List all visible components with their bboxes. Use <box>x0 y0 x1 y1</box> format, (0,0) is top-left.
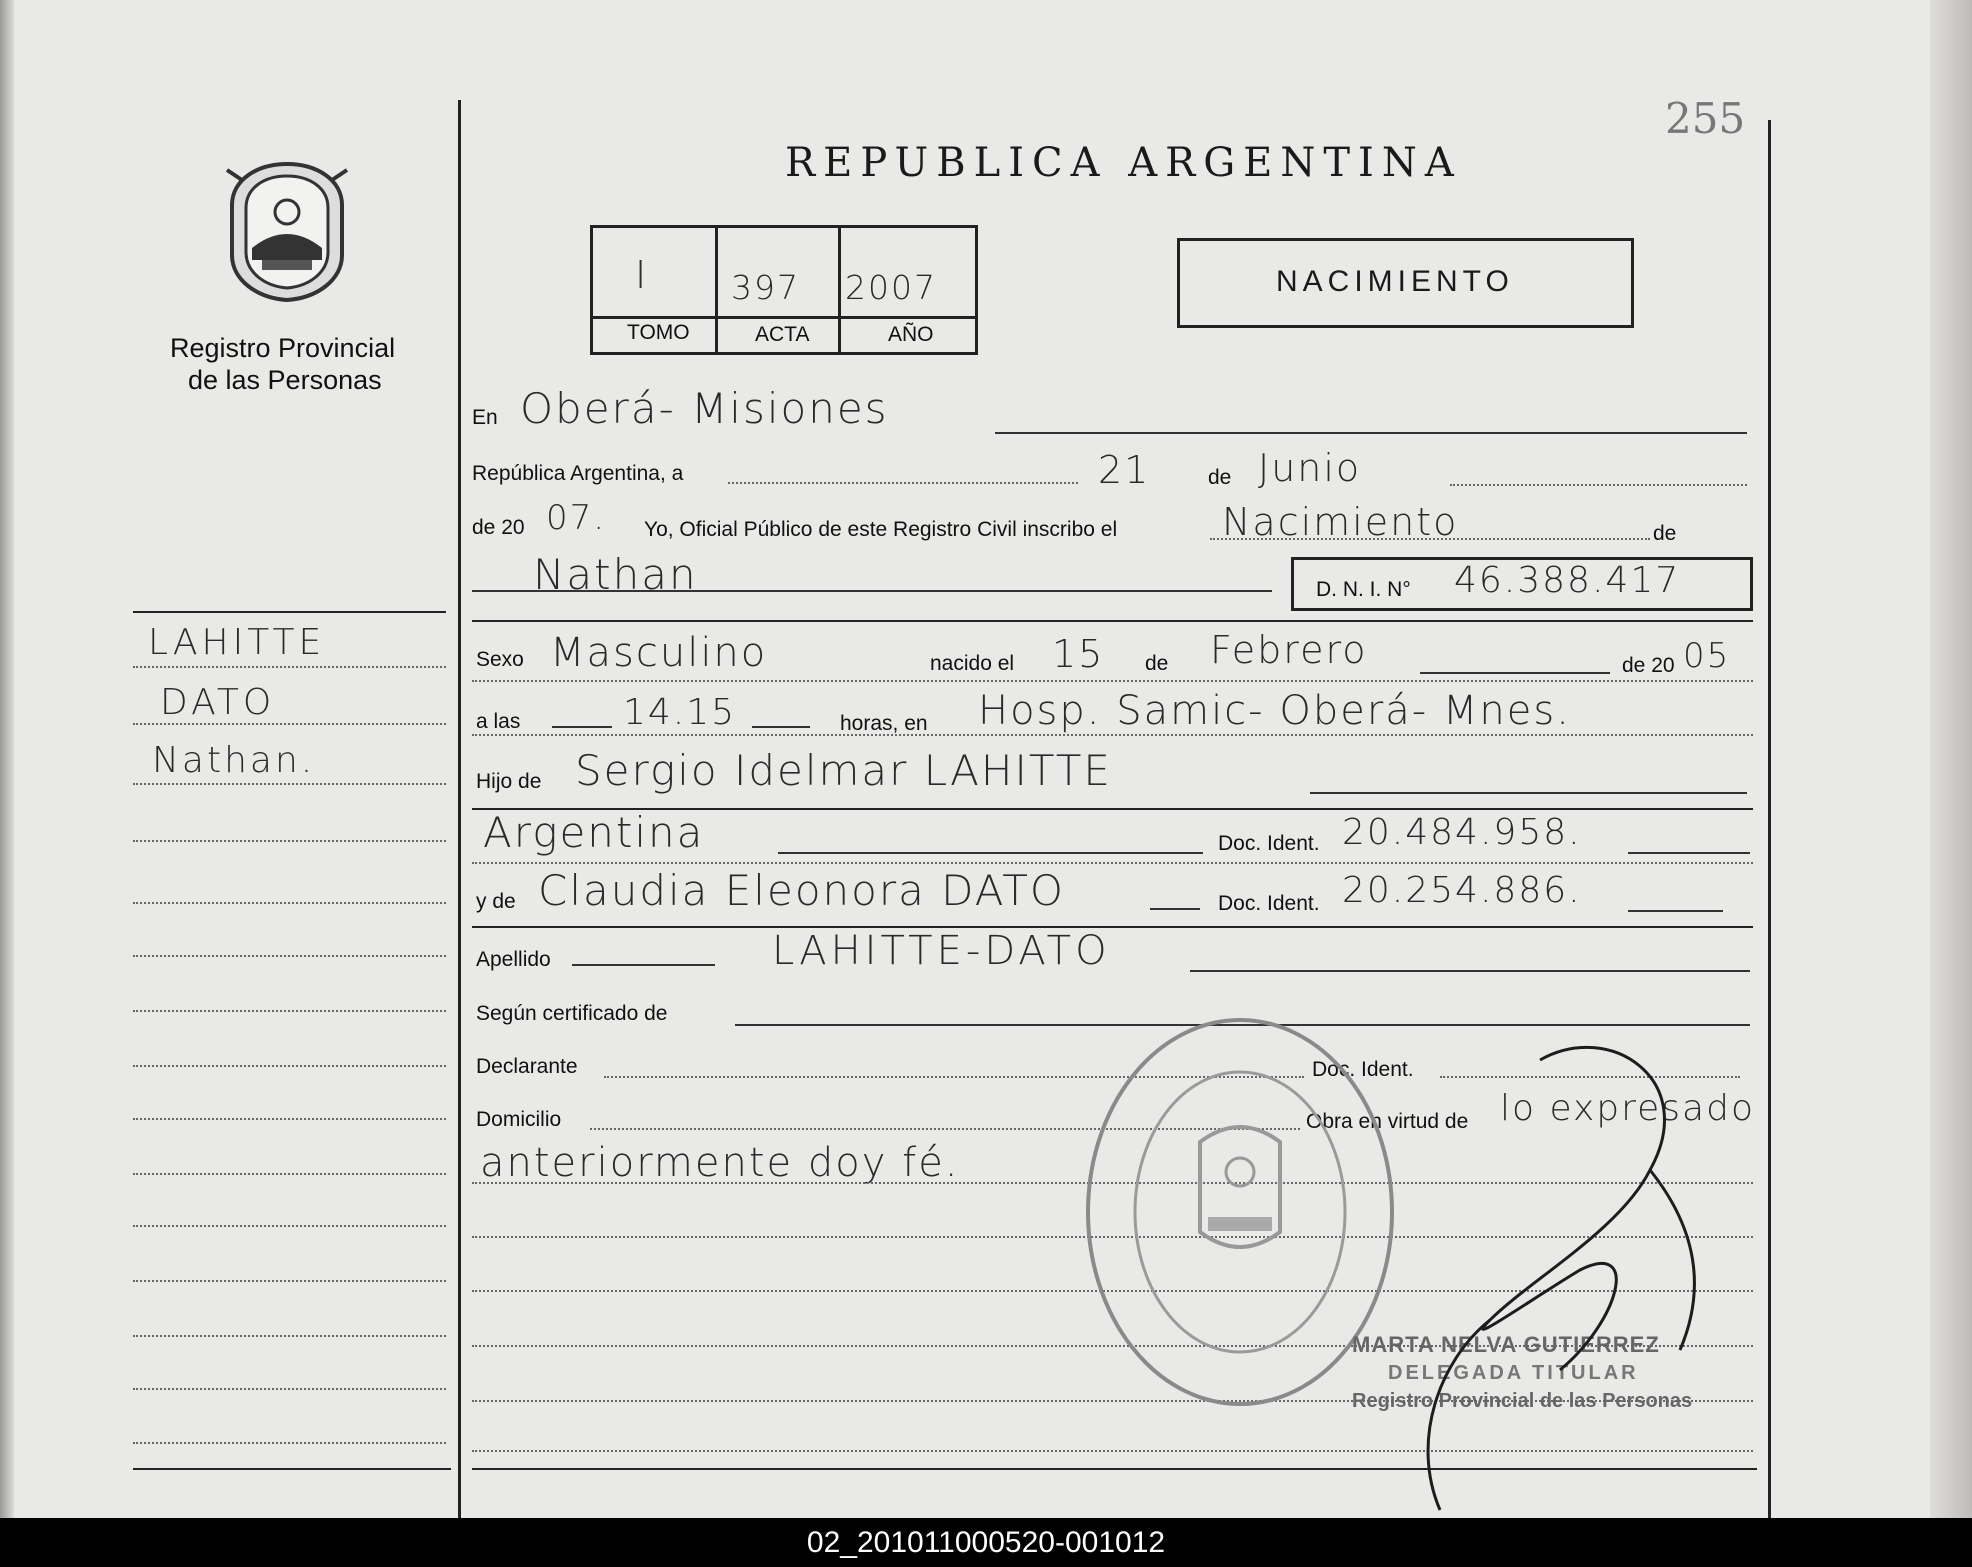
de-label-3: de <box>1145 652 1169 675</box>
hijo-label: Hijo de <box>476 770 542 793</box>
year-suffix: 07. <box>546 498 607 538</box>
yde-label: y de <box>476 890 516 913</box>
acta-value: 397 <box>731 268 800 307</box>
birth-year: 05 <box>1683 636 1731 676</box>
margin-surname-1: LAHITTE <box>148 622 326 663</box>
date-month: Junio <box>1258 446 1362 490</box>
left-column-rule <box>458 100 461 1518</box>
date-day: 21 <box>1098 448 1151 492</box>
margin-given-name: Nathan. <box>152 740 316 781</box>
domicilio-label: Domicilio <box>476 1108 562 1131</box>
birth-place: Hosp. Samic- Oberá- Mnes. <box>978 688 1571 734</box>
tomo-label: TOMO <box>627 321 690 344</box>
alas-label: a las <box>476 710 521 733</box>
doc-type-label: NACIMIENTO <box>1276 265 1514 298</box>
dni-value: 46.388.417 <box>1454 560 1681 601</box>
date-de-label: de <box>1208 466 1232 489</box>
dni-box <box>1291 557 1753 611</box>
year-prefix-label: de 20 <box>472 516 525 539</box>
tomo-value: I <box>635 253 649 297</box>
child-given-name: Nathan <box>533 550 698 599</box>
father-doc-label: Doc. Ident. <box>1218 832 1320 855</box>
signatory-org: Registro Provincial de las Personas <box>1352 1390 1693 1412</box>
surname-value: LAHITTE-DATO <box>772 928 1111 974</box>
oficial-text: Yo, Oficial Público de este Registro Civil inscribo el <box>644 518 1118 541</box>
record-table <box>590 225 978 355</box>
doc-type-box <box>1177 238 1634 328</box>
de-label-2: de <box>1653 522 1677 545</box>
declarante-doc-label: Doc. Ident. <box>1312 1058 1414 1081</box>
page-number: 255 <box>1665 94 1746 143</box>
file-id: 02_201011000520-001012 <box>0 1518 1972 1567</box>
mother-name: Claudia Eleonora DATO <box>538 866 1065 915</box>
father-nationality: Argentina <box>483 808 705 857</box>
horas-label: horas, en <box>840 712 928 735</box>
signatory-role: DELEGADA TITULAR <box>1388 1362 1639 1384</box>
mother-doc-label: Doc. Ident. <box>1218 892 1320 915</box>
closing-text: anteriormente doy fé. <box>480 1140 960 1186</box>
birth-hour: 14.15 <box>623 692 737 733</box>
anio-label: AÑO <box>888 323 934 346</box>
segun-label: Según certificado de <box>476 1002 668 1025</box>
signature-icon <box>1380 1020 1720 1518</box>
dni-label: D. N. I. N° <box>1316 578 1411 601</box>
signatory-name: MARTA NELVA GUTIERREZ <box>1352 1332 1660 1357</box>
de20-label: de 20 <box>1622 654 1675 677</box>
inscribo-value: Nacimiento <box>1222 500 1459 544</box>
province-seal-icon <box>222 160 352 305</box>
agency-name-line1: Registro Provincial <box>170 333 396 363</box>
country-title: REPUBLICA ARGENTINA <box>785 140 1462 186</box>
mother-doc-value: 20.254.886. <box>1342 870 1582 911</box>
acta-label: ACTA <box>755 323 810 346</box>
margin-bottom-rule <box>133 1468 451 1470</box>
obra-value: lo expresado <box>1500 1088 1755 1129</box>
agency-name-line2: de las Personas <box>188 365 382 395</box>
obra-label: Obra en virtud de <box>1306 1110 1469 1133</box>
anio-value: 2007 <box>845 268 937 307</box>
margin-top-rule <box>133 611 446 613</box>
declarante-label: Declarante <box>476 1055 578 1078</box>
right-border-rule <box>1768 120 1771 1518</box>
place-value: Oberá- Misiones <box>520 384 889 433</box>
birth-day: 15 <box>1052 632 1105 676</box>
nacido-label: nacido el <box>930 652 1015 675</box>
father-name: Sergio Idelmar LAHITTE <box>575 746 1112 795</box>
republica-label: República Argentina, a <box>472 462 684 485</box>
apellido-label: Apellido <box>476 948 551 971</box>
sexo-label: Sexo <box>476 648 524 671</box>
en-label: En <box>472 406 498 429</box>
father-doc-value: 20.484.958. <box>1342 812 1582 853</box>
sexo-value: Masculino <box>550 630 768 676</box>
birth-month: Febrero <box>1210 628 1368 672</box>
margin-surname-2: DATO <box>160 682 276 723</box>
